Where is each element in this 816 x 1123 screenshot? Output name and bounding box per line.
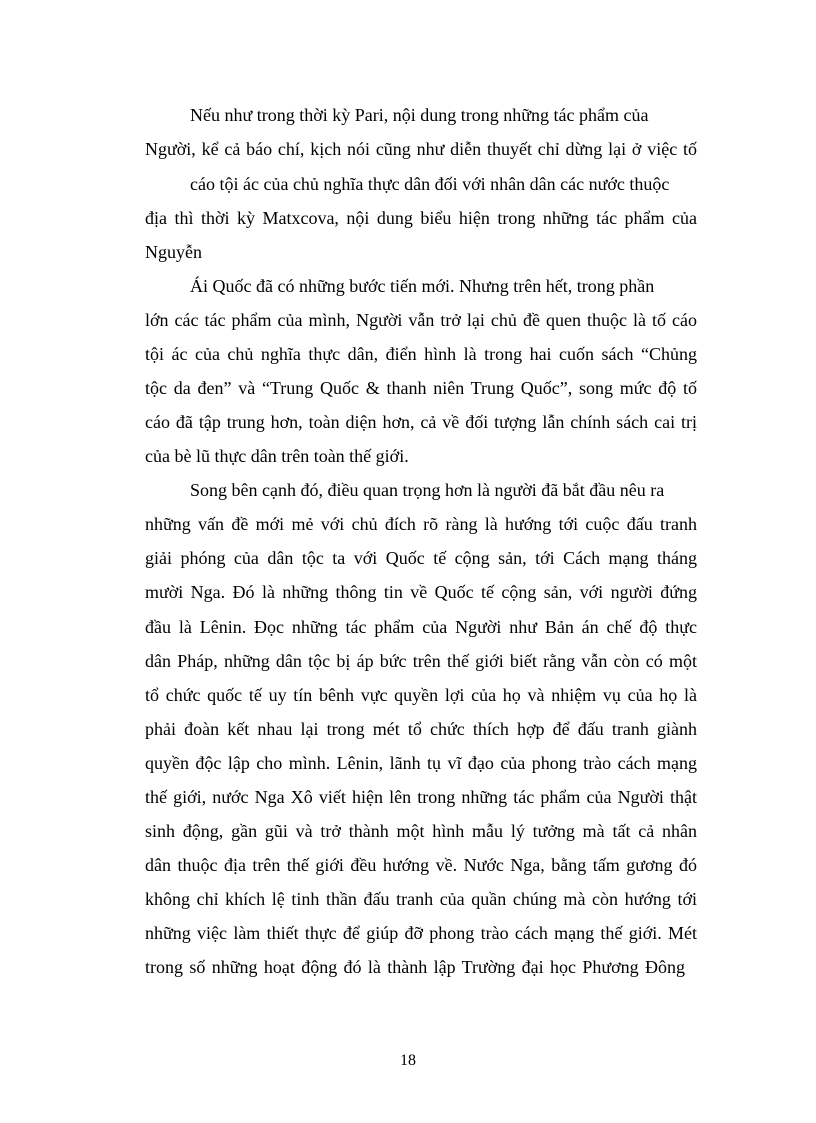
text-line: cáo tội ác của chủ nghĩa thực dân đối với nhân dân các nước thuộc bbox=[190, 174, 670, 194]
text-line: của bè lũ thực dân trên toàn thế giới. bbox=[145, 446, 409, 466]
text-line: tộc da đen” và “Trung Quốc & thanh niên Trung Quốc”, song mức độ tố bbox=[145, 378, 697, 398]
text-line: cáo đã tập trung hơn, toàn diện hơn, cả về đối tượng lẫn chính sách cai trị bbox=[145, 412, 697, 432]
text-line: lớn các tác phẩm của mình, Người vẫn trở lại chủ đề quen thuộc là tố cáo bbox=[145, 310, 697, 330]
text-line: tội ác của chủ nghĩa thực dân, điển hình là trong hai cuốn sách “Chủng bbox=[145, 344, 697, 364]
page-number: 18 bbox=[400, 1052, 416, 1069]
text-line: quyền độc lập cho mình. Lênin, lãnh tụ vĩ đạo của phong trào cách mạng bbox=[145, 753, 697, 773]
text-line: giải phóng của dân tộc ta với Quốc tế cộng sản, tới Cách mạng tháng bbox=[145, 548, 697, 568]
text-line: Người, kể cả báo chí, kịch nói cũng như diễn thuyết chỉ dừng lại ở việc tố bbox=[145, 139, 697, 159]
text-line: không chỉ khích lệ tinh thần đấu tranh của quần chúng mà còn hướng tới bbox=[145, 889, 697, 909]
text-line: Song bên cạnh đó, điều quan trọng hơn là người đã bắt đầu nêu ra bbox=[190, 480, 665, 500]
text-line: mười Nga. Đó là những thông tin về Quốc tế cộng sản, với người đứng bbox=[145, 582, 697, 602]
text-line: sinh động, gần gũi và trở thành một hình mẫu lý tưởng mà tất cả nhân bbox=[145, 821, 697, 841]
text-line: dân thuộc địa trên thế giới đều hướng về. Nước Nga, bằng tấm gương đó bbox=[145, 855, 697, 875]
text-line: Nếu như trong thời kỳ Pari, nội dung trong những tác phẩm của bbox=[190, 105, 649, 125]
text-line: Ái Quốc đã có những bước tiến mới. Nhưng trên hết, trong phần bbox=[190, 276, 655, 296]
text-line: tổ chức quốc tế uy tín bênh vực quyền lợi của họ và nhiệm vụ của họ là bbox=[145, 685, 697, 705]
text-line: đầu là Lênin. Đọc những tác phẩm của Người như Bản án chế độ thực bbox=[145, 617, 697, 637]
text-line: những vấn đề mới mẻ với chủ đích rõ ràng là hướng tới cuộc đấu tranh bbox=[145, 514, 697, 534]
text-line: phải đoàn kết nhau lại trong mét tổ chức thích hợp để đấu tranh giành bbox=[145, 719, 697, 739]
text-line: dân Pháp, những dân tộc bị áp bức trên thế giới biết rằng vẫn còn có một bbox=[145, 651, 697, 671]
text-line: địa thì thời kỳ Matxcova, nội dung biểu hiện trong những tác phẩm của bbox=[145, 208, 697, 228]
text-line: Nguyễn bbox=[145, 242, 202, 262]
text-line: trong số những hoạt động đó là thành lập Trường đại học Phương Đông bbox=[145, 957, 685, 977]
text-line: thế giới, nước Nga Xô viết hiện lên trong những tác phẩm của Người thật bbox=[145, 787, 697, 807]
text-line: những việc làm thiết thực để giúp đỡ phong trào cách mạng thế giới. Mét bbox=[145, 923, 697, 943]
